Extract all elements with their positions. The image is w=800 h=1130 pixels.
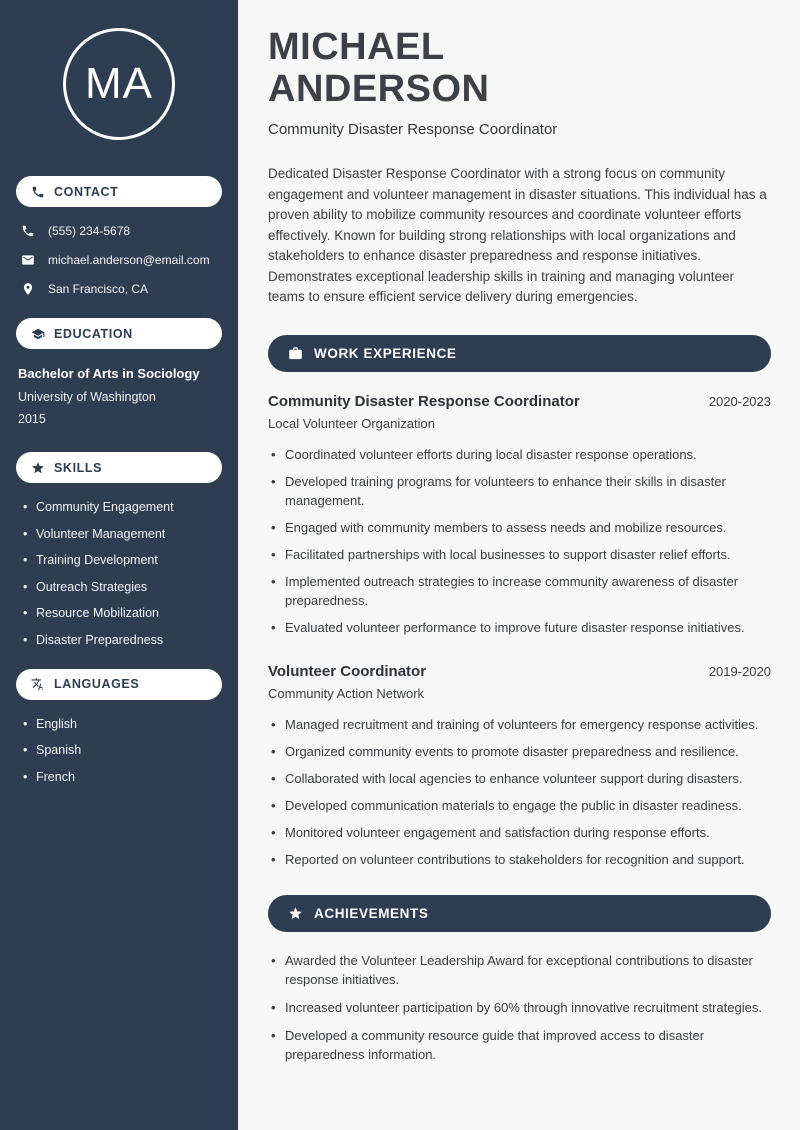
graduation-cap-icon [31,327,45,341]
job-title: Volunteer Coordinator [268,662,427,680]
last-name: ANDERSON [268,68,490,110]
briefcase-icon [288,346,303,361]
skill-item: • Outreach Strategies [23,580,222,594]
job-bullet: • Developed communication materials to engage the public in disaster readiness. [268,796,771,815]
achievement-bullet: • Developed a community resource guide that improved access to disaster preparedness information. [268,1026,771,1064]
phone-icon [31,185,45,199]
achievement-bullet: • Increased volunteer participation by 60% through innovative recruitment strategies. [268,998,771,1017]
phone-icon [21,224,35,238]
contact-email-text: michael.anderson@email.com [48,253,210,267]
name-heading [268,26,771,110]
job-dates: 2020-2023 [708,393,771,409]
contact-section-label: CONTACT [54,184,119,199]
job-bullet-list [268,715,771,869]
translate-icon [31,677,45,691]
skills-section-label: SKILLS [54,460,103,475]
education-degree: Bachelor of Arts in Sociology [18,366,200,381]
star-icon [31,461,45,475]
contact-phone-text: (555) 234-5678 [48,224,131,238]
job-bullet: • Engaged with community members to assess needs and mobilize resources. [268,518,771,537]
job-bullet: • Reported on volunteer contributions to stakeholders for recognition and support. [268,850,771,869]
first-name: MICHAEL [268,26,445,68]
avatar: MA [63,28,175,140]
job-bullet: • Coordinated volunteer efforts during local disaster response operations. [268,445,771,464]
sidebar [0,0,238,1130]
achievements-header [268,895,771,932]
contact-location-text: San Francisco, CA [48,282,149,296]
job-title: Community Disaster Response Coordinator [268,392,580,410]
contact-location-row [21,282,222,296]
education-school: University of Washington [18,390,156,404]
education-section-label: EDUCATION [54,326,133,341]
job-entry [268,663,771,869]
contact-list [16,224,222,296]
job-entry [268,393,771,637]
skill-item: • Disaster Preparedness [23,633,222,647]
job-bullet: • Evaluated volunteer performance to improve future disaster response initiatives. [268,618,771,637]
job-company: Community Action Network [268,685,425,701]
skill-item: • Community Engagement [23,500,222,514]
job-bullet: • Implemented outreach strategies to increase community awareness of disaster preparedness. [268,572,771,610]
job-bullet-list [268,445,771,637]
professional-title: Community Disaster Response Coordinator [268,121,558,138]
language-item: • Spanish [23,743,222,757]
contact-phone-row [21,224,222,238]
work-experience-label: WORK EXPERIENCE [314,345,457,361]
language-item: • French [23,770,222,784]
location-pin-icon [21,282,35,296]
achievement-bullet: • Awarded the Volunteer Leadership Award for exceptional contributions to disaster response initiatives. [268,951,771,989]
achievements-label: ACHIEVEMENTS [314,905,429,921]
job-bullet: • Developed training programs for volunteers to enhance their skills in disaster management. [268,472,771,510]
skill-item: • Volunteer Management [23,527,222,541]
skill-item: • Resource Mobilization [23,606,222,620]
summary-paragraph: Dedicated Disaster Response Coordinator with a strong focus on community engagement and volunteer management in disaster situations. This individual has a proven ability to mobilize community resources and coordinate volunteer efforts effectively. Known for building strong relationships with local organizations and stakeholders to enhance disaster preparedness and response initiatives. Demonstrates exceptional leadership skills in training and managing volunteer teams to ensure efficient service delivery during emergencies. [268,166,767,304]
education-block [16,366,222,426]
avatar-container [16,28,222,140]
job-head [268,663,771,680]
education-section-header [16,318,222,349]
achievements-list [268,951,771,1064]
work-experience-header [268,335,771,372]
education-year: 2015 [18,412,46,426]
email-icon [21,253,35,267]
languages-list [16,717,222,784]
languages-section-label: LANGUAGES [54,677,140,691]
job-company: Local Volunteer Organization [268,415,435,431]
job-bullet: • Organized community events to promote disaster preparedness and resilience. [268,742,771,761]
contact-section-header [16,176,222,207]
main-content [238,0,800,1130]
languages-section-header [16,669,222,700]
language-item: • English [23,717,222,731]
job-bullet: • Managed recruitment and training of volunteers for emergency response activities. [268,715,771,734]
skills-section-header [16,452,222,483]
contact-email-row [21,253,222,267]
job-head [268,393,771,410]
skills-list [16,500,222,647]
job-bullet: • Monitored volunteer engagement and satisfaction during response efforts. [268,823,771,842]
job-dates: 2019-2020 [708,663,771,679]
skill-item: • Training Development [23,553,222,567]
job-bullet: • Facilitated partnerships with local businesses to support disaster relief efforts. [268,545,771,564]
star-icon [288,906,303,921]
job-bullet: • Collaborated with local agencies to enhance volunteer support during disasters. [268,769,771,788]
